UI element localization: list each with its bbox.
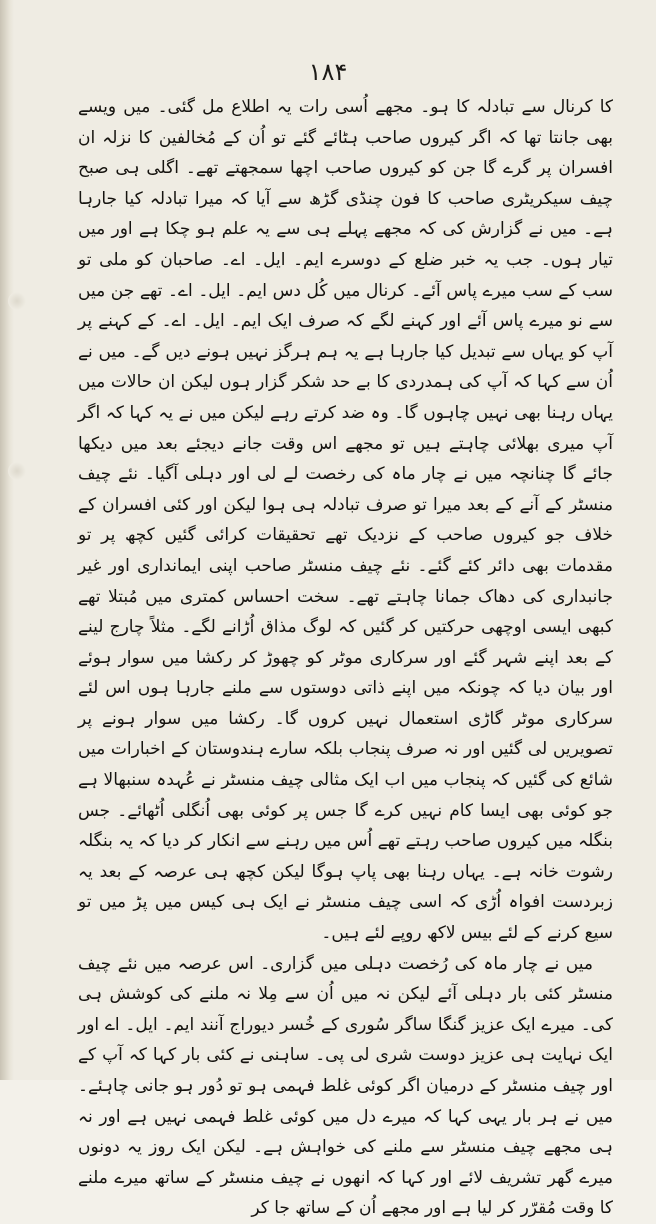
paragraph: میں نے چار ماہ کی رُخصت دہلی میں گزاری۔ اس عرصہ میں نئے چیف منسٹر کئی بار دہلی آئے لیکن نہ میں اُن سے مِلا نہ ملنے کی کوشش ہی کی۔ میرے ایک عزیز گنگا ساگر سُوری کے خُسر دیوراج آنند ایم۔ ایل۔ اے اور ایک نہایت ہی عزیز دوست شری لی پی۔ ساہنی نے کئی بار کہا کہ آپ کے اور چیف منسٹر کے درمیان اگر کوئی غلط فہمی ہو تو دُور ہو جانی چاہئے۔ میں نے ہر بار یہی کہا کہ میرے دل میں کوئی غلط فہمی نہیں ہے اور نہ ہی مجھے چیف منسٹر سے ملنے کی خواہش ہے۔ لیکن ایک روز یہ دونوں میرے گھر تشریف لائے اور کہا کہ انھوں نے چیف منسٹر کے ساتھ میرے ملنے کا وقت مُقرّر کر لیا ہے اور مجھے اُن کے ساتھ جا کر bbox=[78, 953, 613, 1219]
paragraph: کا کرنال سے تبادلہ کا ہو۔ مجھے اُسی رات یہ اطلاع مل گئی۔ میں ویسے بھی جانتا تھا کہ اگر کیروں صاحب ہٹائے گئے تو اُن کے مُخالفین کا نزلہ ان افسران پر گرے گا جن کو کیروں صاحب اچھا سمجھتے تھے۔ اگلی ہی صبح چیف سیکریٹری صاحب کا فون چنڈی گڑھ سے آیا کہ میرا تبادلہ کیا جارہا ہے۔ میں نے گزارش کی کہ مجھے پہلے ہی سے یہ علم ہو چکا ہے اور میں تیار ہوں۔ جب یہ خبر ضلع کے دوسرے ایم۔ ایل۔ اے۔ صاحبان کو ملی تو سب کے سب میرے پاس آئے۔ کرنال میں کُل دس ایم۔ ایل۔ اے۔ تھے جن میں سے نو میرے پاس آئے اور کہنے لگے کہ صرف ایک ایم۔ ایل۔ اے۔ کے کہنے پر آپ کو یہاں سے تبدیل کیا جارہا ہے یہ ہم ہرگز نہیں ہونے دیں گے۔ میں نے اُن سے کہا کہ آپ کی ہمدردی کا بے حد شکر گزار ہوں لیکن ان حالات میں یہاں رہنا بھی نہیں چاہوں گا۔ وہ ضد کرتے رہے لیکن میں نے یہ کہا کہ اگر آپ میری بھلائی چاہتے ہیں تو مجھے اس وقت جانے دیجئے بعد میں دیکھا جائے گا چنانچہ میں نے چار ماہ کی رخصت لے لی اور دہلی آگیا۔ نئے چیف منسٹر کے آنے کے بعد میرا تو صرف تبادلہ ہی ہوا لیکن اور کئی افسران کے خلاف جو کیروں صاحب کے نزدیک تھے تحقیقات کرائی گئیں کچھ پر تو مقدمات بھی دائر کئے گئے۔ نئے چیف منسٹر صاحب اپنی ایمانداری اور غیر جانبداری کی دھاک جمانا چاہتے تھے۔ سخت احساس کمتری میں مُبتلا تھے کبھی ایسی اوچھی حرکتیں کر گئیں کہ لوگ مذاق اُڑانے لگے۔ مثلاً چارج لینے کے بعد اپنے شہر گئے اور سرکاری موٹر کو چھوڑ کر رکشا میں سوار ہوئے اور بیان دیا کہ چونکہ میں اپنے ذاتی دوستوں سے ملنے جارہا ہوں اس لئے سرکاری موٹر گاڑی استعمال نہیں کروں گا۔ رکشا میں سوار ہونے پر تصویریں لی گئیں اور نہ صرف پنجاب بلکہ سارے ہندوستان کے اخبارات میں شائع کی گئیں کہ پنجاب میں اب ایک مثالی چیف منسٹر نے عُہدہ سنبھالا ہے جو کوئی بھی ایسا کام نہیں کرے گا جس پر کوئی بھی اُنگلی اُٹھائے۔ جس بنگلہ میں کیروں صاحب رہتے تھے اُس میں رہنے سے انکار کر دیا کہ یہ بنگلہ رشوت خانہ ہے۔ یہاں رہنا بھی پاپ ہوگا لیکن کچھ ہی عرصہ کے بعد یہ زبردست افواہ اُڑی کہ اسی چیف منسٹر نے ایک ہی کیس میں پڑ میں تو سیع کرنے کے لئے بیس لاکھ روپے لئے ہیں۔ bbox=[78, 97, 613, 944]
page-body-text bbox=[78, 92, 613, 1224]
paper-stain-mark bbox=[8, 462, 26, 480]
page-number: ۱۸۴ bbox=[308, 58, 348, 86]
paper-stain-mark bbox=[8, 292, 26, 310]
page-binding-edge bbox=[0, 0, 14, 1080]
